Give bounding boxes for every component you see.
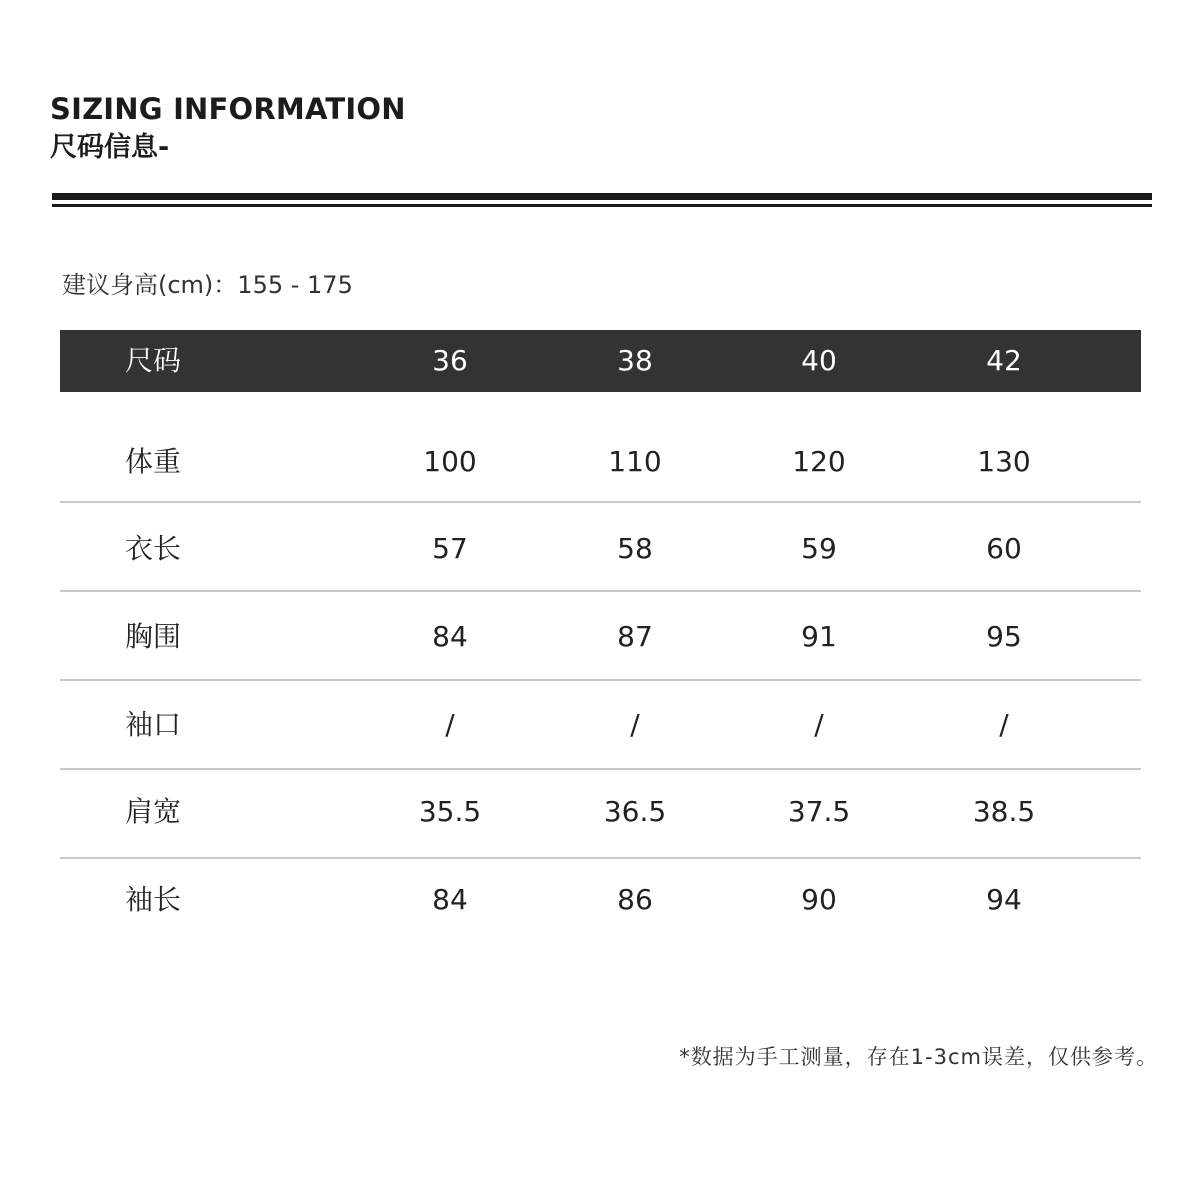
row-divider: [60, 501, 1141, 503]
row-value: 84: [432, 620, 468, 653]
title-rule-thick: [52, 193, 1152, 200]
table-header-label: 尺码: [125, 344, 182, 377]
row-label: 袖长: [125, 883, 182, 916]
row-value: /: [630, 708, 640, 741]
row-value: /: [445, 708, 455, 741]
row-value: 100: [423, 445, 477, 478]
row-divider: [60, 768, 1141, 770]
title-rule-thin: [52, 204, 1152, 207]
height-note: 建议身高(cm)：155 - 175: [62, 271, 353, 299]
row-value: 87: [617, 620, 653, 653]
row-value: 38.5: [972, 795, 1036, 828]
row-value: 58: [617, 532, 653, 565]
row-label: 衣长: [125, 532, 182, 565]
footnote: *数据为手工测量，存在1-3cm误差，仅供参考。: [679, 1045, 1158, 1069]
row-value: 36.5: [603, 795, 667, 828]
row-value: 60: [986, 532, 1022, 565]
row-value: 90: [801, 883, 837, 916]
row-value: 86: [617, 883, 653, 916]
table-header-size: 36: [432, 344, 468, 377]
row-value: 120: [792, 445, 846, 478]
row-value: 130: [977, 445, 1031, 478]
table-header-size: 38: [617, 344, 653, 377]
row-label: 袖口: [125, 708, 182, 741]
table-header-size: 42: [986, 344, 1022, 377]
row-label: 肩宽: [125, 795, 182, 828]
row-value: 91: [801, 620, 837, 653]
row-divider: [60, 857, 1141, 859]
row-value: 37.5: [787, 795, 851, 828]
row-label: 胸围: [125, 620, 182, 653]
table-header-size: 40: [801, 344, 837, 377]
row-value: 57: [432, 532, 468, 565]
row-value: 35.5: [418, 795, 482, 828]
row-divider: [60, 590, 1141, 592]
row-value: /: [814, 708, 824, 741]
row-divider: [60, 679, 1141, 681]
row-value: /: [999, 708, 1009, 741]
row-value: 59: [801, 532, 837, 565]
row-label: 体重: [125, 445, 182, 478]
row-value: 110: [608, 445, 662, 478]
row-value: 84: [432, 883, 468, 916]
page-title-zh: 尺码信息-: [50, 132, 170, 163]
page-title-en: SIZING INFORMATION: [50, 92, 406, 126]
row-value: 95: [986, 620, 1022, 653]
row-value: 94: [986, 883, 1022, 916]
